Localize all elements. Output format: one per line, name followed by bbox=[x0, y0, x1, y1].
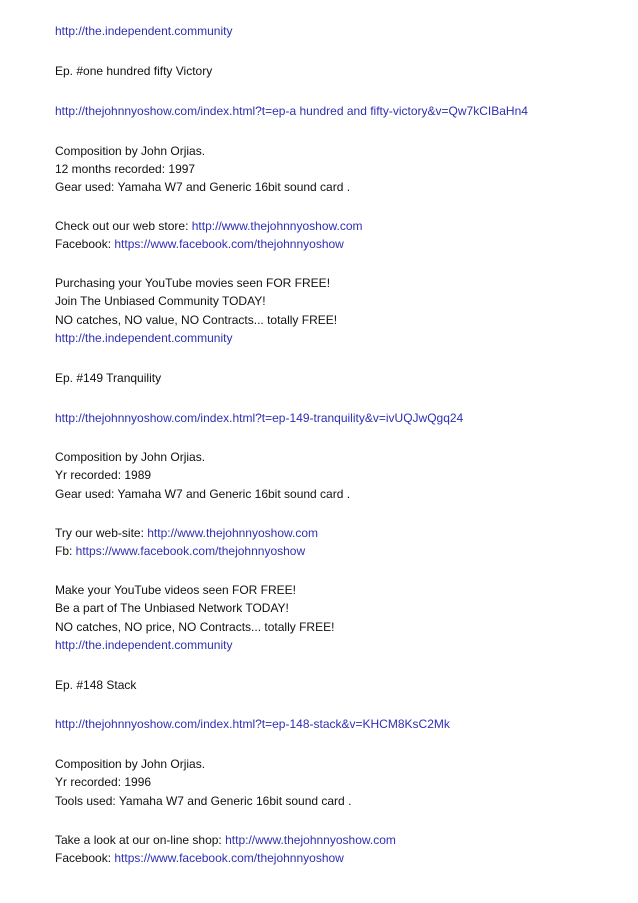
store-line bbox=[55, 832, 396, 848]
recorded-year: Yr recorded: 1989 bbox=[55, 468, 152, 482]
episode-title: Ep. #148 Stack bbox=[55, 678, 137, 692]
facebook-link[interactable]: https://www.facebook.com/thejohnnyoshow bbox=[75, 544, 306, 558]
promo-line: Make your YouTube videos seen FOR FREE! bbox=[55, 583, 297, 597]
community-link[interactable]: http://the.independent.community bbox=[55, 638, 233, 652]
episode-title: Ep. #149 Tranquility bbox=[55, 371, 162, 385]
store-label: Take a look at our on-line shop: bbox=[55, 833, 226, 847]
facebook-link[interactable]: https://www.facebook.com/thejohnnyoshow bbox=[114, 851, 344, 865]
store-link[interactable]: http://www.thejohnnyoshow.com bbox=[191, 219, 363, 233]
gear-info: Tools used: Yamaha W7 and Generic 16bit sound card . bbox=[55, 794, 352, 808]
composition-credit: Composition by John Orjias. bbox=[55, 450, 206, 464]
facebook-line bbox=[55, 850, 344, 866]
store-line bbox=[55, 218, 363, 234]
promo-line: Join The Unbiased Community TODAY! bbox=[55, 294, 266, 308]
composition-credit: Composition by John Orjias. bbox=[55, 757, 206, 771]
facebook-line bbox=[55, 543, 305, 559]
store-link[interactable]: http://www.thejohnnyoshow.com bbox=[225, 833, 396, 847]
promo-line: NO catches, NO value, NO Contracts... totally FREE! bbox=[55, 313, 338, 327]
episode-link[interactable]: http://thejohnnyoshow.com/index.html?t=ep-a hundred and fifty-victory&v=Qw7kCIBaHn4 bbox=[55, 104, 528, 118]
composition-credit: Composition by John Orjias. bbox=[55, 144, 206, 158]
facebook-label: Facebook: bbox=[55, 237, 115, 251]
episode-title: Ep. #one hundred fifty Victory bbox=[55, 64, 213, 78]
promo-line: Be a part of The Unbiased Network TODAY! bbox=[55, 601, 289, 615]
community-link[interactable]: http://the.independent.community bbox=[55, 331, 233, 345]
store-line bbox=[55, 525, 318, 541]
gear-info: Gear used: Yamaha W7 and Generic 16bit sound card . bbox=[55, 487, 351, 501]
store-label: Try our web-site: bbox=[55, 526, 148, 540]
recorded-year: Yr recorded: 1996 bbox=[55, 775, 152, 789]
facebook-label: Fb: bbox=[55, 544, 76, 558]
facebook-label: Facebook: bbox=[55, 851, 115, 865]
promo-line: NO catches, NO price, NO Contracts... totally FREE! bbox=[55, 620, 335, 634]
episode-link[interactable]: http://thejohnnyoshow.com/index.html?t=ep-148-stack&v=KHCM8KsC2Mk bbox=[55, 717, 450, 731]
recorded-year: 12 months recorded: 1997 bbox=[55, 162, 196, 176]
gear-info: Gear used: Yamaha W7 and Generic 16bit sound card . bbox=[55, 180, 351, 194]
community-link[interactable]: http://the.independent.community bbox=[55, 24, 233, 38]
store-link[interactable]: http://www.thejohnnyoshow.com bbox=[147, 526, 319, 540]
promo-line: Purchasing your YouTube movies seen FOR FREE! bbox=[55, 276, 331, 290]
store-label: Check out our web store: bbox=[55, 219, 192, 233]
episode-link[interactable]: http://thejohnnyoshow.com/index.html?t=ep-149-tranquility&v=ivUQJwQgq24 bbox=[55, 411, 464, 425]
facebook-link[interactable]: https://www.facebook.com/thejohnnyoshow bbox=[114, 237, 344, 251]
facebook-line bbox=[55, 236, 344, 252]
